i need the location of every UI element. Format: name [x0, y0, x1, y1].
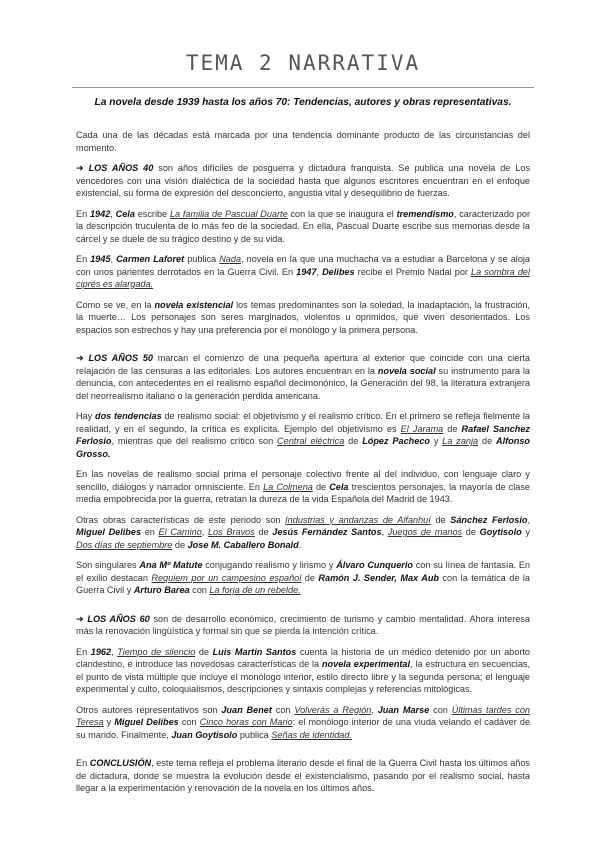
paragraph-conclusion: En CONCLUSIÓN, este tema refleja el problema literario desde el final de la Guerra Civil hasta los últimos años de dictadura, donde se muestra la evolución desde el existencialismo, pasando por el realismo social, hasta llegar a la experimentación y renovación de la novela en los últimos años. — [76, 758, 530, 793]
paragraph-cela-1942: En 1942, Cela escribe La familia de Pascual Duarte con la que se inaugura el tremendismo, caracterizado por la descripción truculenta de lo más feo de la sociedad. En ella, Pascual Duarte escribe sus memorias desde la cárcel y se duele de su trágico destino y de su vida. — [76, 208, 530, 244]
paragraph-existential-novel: Como se ve, en la novela existencial los temas predominantes son la soledad, la inadaptación, la frustración, la muerte… Los personajes son seres marginados, violentos u oprimidos, que viven desorientados. Los espacios son estrechos y hay una preferencia por el monólogo y la primera persona. — [76, 299, 530, 335]
paragraph-60s-intro: ➜ LOS AÑOS 60 son de desarrollo económico, crecimiento de turismo y cambio mentalidad. Ahora interesa más la renovación lingüística y formal sin que se pierda la intención crítica. — [76, 613, 530, 636]
paragraph-martin-santos-1962: En 1962, Tiempo de silencio de Luis Martin Santos cuenta la historia de un médico detenido por un aborto clandestino, e introduce las novedosas características de la novela experimental, la estructura en secuencias, el punto de vista múltiple que incluye el monólogo interior, estilo directo libre y la segunda persona; el lenguaje experimental y culto, coloquialismos, descripciones y sintaxis complejas y referencias mitológicas. — [76, 646, 530, 694]
paragraph-40s-intro: ➜ LOS AÑOS 40 son años difíciles de posguerra y dictadura franquista. Se publica una novela de Los vencedores con una visión dialéctica de la sociedad hasta que algunos escritores encuentran en el enfoque existencial, su forma de expresión del desconcierto, angustia vital y desequilibrio de fuerzas. — [76, 163, 531, 198]
subtitle: La novela desde 1939 hasta los años 70: Tendencias, autores y obras representativas. — [94, 97, 512, 108]
paragraph-laforet-1945: En 1945, Carmen Laforet publica Nada, novela en la que una muchacha va a estudiar a Barcelona y se aloja con unos parientes derrotados en la Guerra Civil. En 1947, Delibes recibe el Premio Nadal por La sombra del ciprés es alargada. — [76, 254, 530, 289]
paragraph-social-realism: En las novelas de realismo social prima el personaje colectivo frente al del individuo, con lenguaje claro y sencillo, diálogos y narrador omnisciente. En La Colmena de Cela trescientos personajes, la mayoría de clase media empobrecida por la guerra, retratan la dureza de la vida Española del Madrid de 1943. — [76, 469, 530, 504]
arrow-right-icon: ➜ — [76, 613, 84, 624]
paragraph-other-60s-authors: Otros autores representativos son Juan Benet con Volverás a Región, Juan Marse con Últimas tardes con Teresa y Miguel Delibes con Cinco horas con Mario: el monólogo interior de una viuda velando el cadáver de su marido. Finalmente, Juan Goytisolo publica Señas de identidad. — [76, 704, 531, 740]
paragraph-other-works: Otras obras características de este periodo son Industrias y andanzas de Alfanhuí de Sánchez Ferlosio, Miguel Delibes en El Camino, Los Bravos de Jesús Fernández Santos, Juegos de manos de Goytisolo y Dos días de septiembre de Jose M. Caballero Bonald. — [76, 514, 530, 550]
arrow-right-icon: ➜ — [76, 163, 84, 173]
page-title: TEMA 2 NARRATIVA — [185, 51, 421, 75]
intro-paragraph: Cada una de las décadas está marcada por una tendencia dominante producto de las circunstancias del momento. — [76, 130, 530, 153]
paragraph-singular-authors: Son singulares Ana Mº Matute conjugando realismo y lirismo y Álvaro Cunquerio con su línea de fantasía. En el exilio destacan Requiem por un campesino español de Ramón J. Sender, Max Aub con la temática de la Guerra Civil y Arturo Barea con La forja de un rebelde. — [76, 560, 530, 595]
paragraph-50s-intro: ➜ LOS AÑOS 50 marcan el comienzo de una pequeña apertura al exterior que coincide con una cierta relajación de las censuras a las editoriales. Los autores encuentran en la novela social su instrumento para la denuncia, con antecedentes en el realismo español decimonónico, la Generación del 98, la literatura extranjera del neorrealismo italiano o la generación perdida americana. — [76, 353, 530, 401]
arrow-right-icon: ➜ — [76, 353, 84, 363]
paragraph-two-tendencies: Hay dos tendencias de realismo social: el objetivismo y el realismo crítico. En el primero se refleja fielmente la realidad, y en el segundo, la crítica es explícita. Ejemplo del objetivismo es El Jarama de Rafael Sanchez Ferlosio, mientras que del realismo crítico son Central eléctrica de López Pacheco y La zanja de Alfonso Grosso. — [76, 411, 531, 459]
title-divider — [72, 87, 534, 88]
